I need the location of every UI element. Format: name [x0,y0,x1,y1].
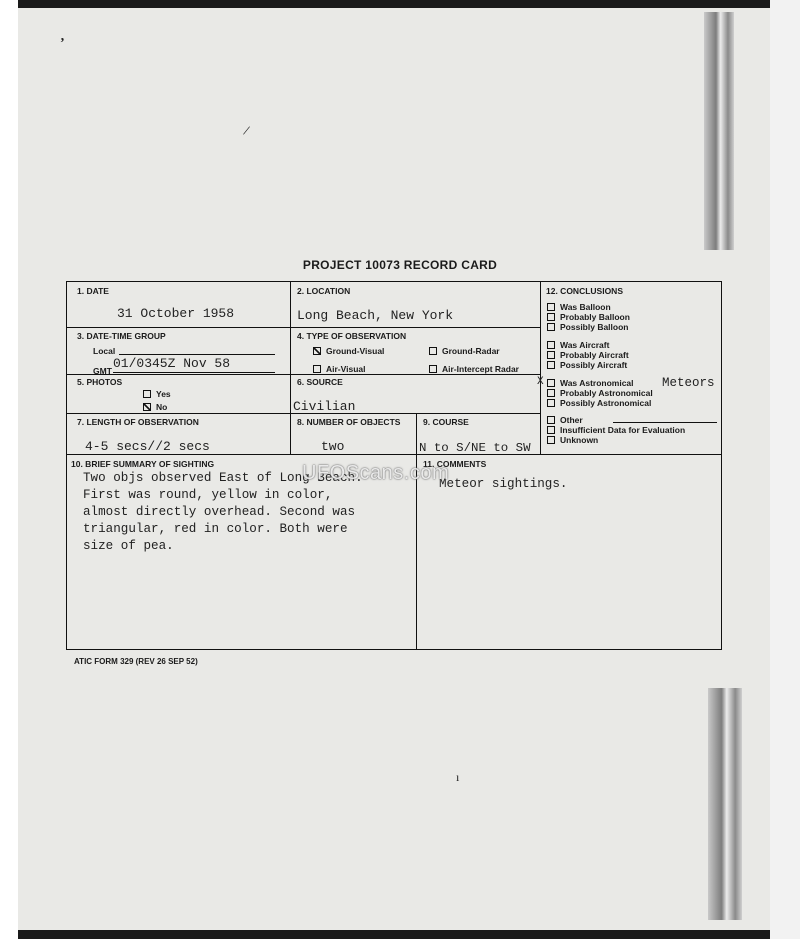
checkbox-icon [547,361,555,369]
binder-tab-bottom [708,688,742,920]
form-id: ATIC FORM 329 (REV 26 SEP 52) [74,657,198,666]
conclusion-possibly-balloon[interactable]: Possibly Balloon [547,322,685,332]
num-objects-label: 8. NUMBER OF OBJECTS [297,417,401,427]
summary-line: triangular, red in color. Both were [83,522,348,536]
obs-ground-visual[interactable]: Ground-Visual [313,346,384,356]
obs-ground-radar[interactable]: Ground-Radar [429,346,500,356]
checkbox-checked-icon [143,403,151,411]
length-label: 7. LENGTH OF OBSERVATION [77,417,199,427]
photos-label: 5. PHOTOS [77,377,123,387]
comments-value: Meteor sightings. [439,477,568,491]
conclusion-was-astronomical[interactable]: Was Astronomical [547,378,685,388]
conclusion-typed-note: Meteors [662,376,715,390]
checkbox-icon [429,365,437,373]
scan-left-edge [0,0,18,939]
checkbox-icon [547,426,555,434]
conclusion-probably-astronomical[interactable]: Probably Astronomical [547,388,685,398]
conclusion-probably-balloon[interactable]: Probably Balloon [547,312,685,322]
photos-no[interactable]: No [143,402,167,412]
location-value: Long Beach, New York [297,308,454,323]
checkbox-icon [547,416,555,424]
summary-line: size of pea. [83,539,174,553]
binder-tab-top [704,12,734,250]
conclusion-was-balloon[interactable]: Was Balloon [547,302,685,312]
observation-type-label: 4. TYPE OF OBSERVATION [297,331,407,341]
course-value: N to S/NE to SW [419,441,531,455]
checkbox-icon [547,389,555,397]
conclusions-list [547,302,685,445]
conclusion-unknown[interactable]: Unknown [547,435,685,445]
checkbox-icon [547,351,555,359]
location-label: 2. LOCATION [297,286,351,296]
checkbox-icon [547,436,555,444]
checkbox-icon [313,365,321,373]
scan-speck: ı [456,770,460,784]
date-value: 31 October 1958 [117,306,235,321]
conclusion-other[interactable]: Other [547,415,685,425]
source-label: 6. SOURCE [297,377,343,387]
conclusions-label: 12. CONCLUSIONS [546,286,623,296]
source-value: Civilian [293,399,356,414]
obs-air-intercept-radar[interactable]: Air-Intercept Radar [429,364,519,374]
checkbox-icon [429,347,437,355]
summary-line: almost directly overhead. Second was [83,505,356,519]
conclusion-possibly-astronomical[interactable]: Possibly Astronomical [547,398,685,408]
length-value: 4-5 secs//2 secs [85,439,210,454]
dtg-local-label: Local [93,346,116,356]
checkbox-icon [547,313,555,321]
num-objects-value: two [321,439,345,454]
checkbox-icon [547,303,555,311]
date-label: 1. DATE [77,286,109,296]
card-title: PROJECT 10073 RECORD CARD [302,258,498,272]
conclusion-insufficient-data[interactable]: Insufficient Data for Evaluation [547,425,685,435]
conclusion-was-aircraft[interactable]: Was Aircraft [547,340,685,350]
dtg-label: 3. DATE-TIME GROUP [77,331,166,341]
dtg-gmt-label: GMT [93,366,112,376]
conclusion-possibly-aircraft[interactable]: Possibly Aircraft [547,360,685,370]
conclusion-x-mark: X [537,376,544,388]
summary-line: First was round, yellow in color, [83,488,333,502]
checkbox-icon [547,341,555,349]
scan-speck: / [241,123,251,140]
checkbox-icon [547,379,555,387]
summary-line: Two objs observed East of Long Beach. [83,471,363,485]
photos-yes[interactable]: Yes [143,389,171,399]
comments-label: 11. COMMENTS [423,459,487,469]
dtg-gmt-value: 01/0345Z Nov 58 [113,356,231,371]
summary-label: 10. BRIEF SUMMARY OF SIGHTING [71,459,215,469]
scan-speck: ʼ [60,36,65,51]
conclusion-probably-aircraft[interactable]: Probably Aircraft [547,350,685,360]
checkbox-icon [143,390,151,398]
obs-air-visual[interactable]: Air-Visual [313,364,366,374]
checkbox-checked-icon [313,347,321,355]
course-label: 9. COURSE [423,417,469,427]
checkbox-icon [547,399,555,407]
watermark: UFOScans.com [302,462,450,484]
checkbox-icon [547,323,555,331]
scan-right-edge [770,0,800,939]
